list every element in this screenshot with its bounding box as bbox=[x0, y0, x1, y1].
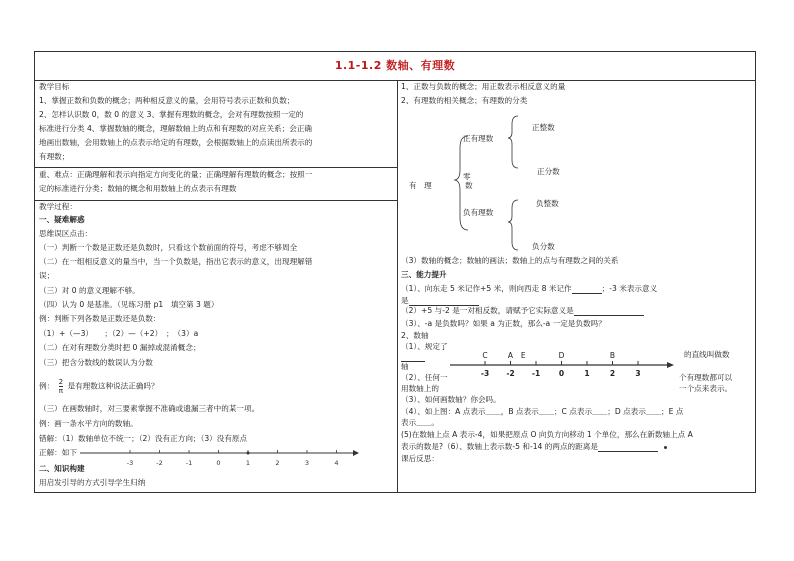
axis-point-labels bbox=[482, 351, 615, 360]
question-1-text-b: ；-3 米表示意义 bbox=[601, 284, 658, 293]
goals-line-4: 地画出数轴，会用数轴上的点表示给定的有理数，会根据数轴上的点读出所表示的 bbox=[39, 138, 313, 147]
unit-point bbox=[247, 452, 250, 455]
answer-blank-3[interactable] bbox=[574, 307, 644, 316]
tree-root-label: 有 理 bbox=[409, 181, 432, 190]
example-1: 例：判断下列各数是正数还是负数： bbox=[39, 314, 161, 323]
axis-q1: （1）、规定了 bbox=[401, 342, 448, 351]
tree-negative-fraction: 负分数 bbox=[532, 242, 555, 251]
axis-tick-label: -2 bbox=[506, 369, 515, 378]
wrong-solution: 错解：（1）数轴单位不统一；（2）没有正方向；（3）没有原点 bbox=[39, 434, 248, 443]
question-5b-text: 表示的数是?（6）、数轴上表示数-5 和-14 的两点的距离是 bbox=[401, 442, 598, 451]
question-2-text: （2）+5 与-2 是一对相反数，请赋予它实际意义是 bbox=[401, 306, 574, 315]
example-2-prefix: 例： bbox=[39, 381, 55, 391]
reflection: 课后反思： bbox=[401, 454, 439, 463]
misconception-2a: （二）在一组相反意义的量当中，当一个负数是，指出它表示的意义，出现理解错 bbox=[39, 257, 313, 266]
axis-q2: （2）、任何一 bbox=[401, 373, 448, 382]
axis-tick-label: -3 bbox=[480, 369, 490, 378]
fraction-numerator: 2 bbox=[58, 378, 64, 386]
axis-tick-label: -1 bbox=[185, 459, 193, 467]
axis-tick-label: 0 bbox=[216, 459, 221, 467]
axis-q1-b: 轴 bbox=[401, 362, 409, 371]
goals-line-1: 1、掌握正数和负数的概念；两种相反意义的量，会用符号表示正数和负数； bbox=[39, 96, 295, 105]
question-3: （3）、-a 是负数吗？如果 a 为正数，那么-a 一定是负数吗？ bbox=[401, 319, 606, 328]
title-row bbox=[35, 52, 755, 81]
misconception-4: （四）认为 0 是基准。（见练习册 p1 填空第 3 题） bbox=[39, 300, 219, 309]
axis-q3: （3）、如何画数轴？你会吗。 bbox=[401, 395, 501, 404]
question-1-text-c: 是 bbox=[401, 296, 409, 305]
row-divider-goals bbox=[35, 167, 397, 168]
question-1-text: （1）、向东走 5 米记作+5 米，则向西走 8 米记作 bbox=[401, 284, 572, 293]
review-2: 2、有理数的相关概念；有理数的分类 bbox=[401, 96, 528, 105]
correct-solution: 正解：如下 bbox=[39, 448, 77, 457]
goals-heading: 教学目标 bbox=[39, 82, 70, 91]
fraction-denominator: π bbox=[58, 387, 63, 395]
brace-negative bbox=[508, 200, 518, 250]
axis-tick-label: 1 bbox=[245, 459, 251, 467]
misconception-2b: 误； bbox=[39, 271, 55, 280]
example-3: 例：画一条水平方向的数轴。 bbox=[39, 419, 138, 428]
answer-blank-4[interactable] bbox=[401, 353, 425, 362]
keypoints-line-1: 重、难点：正确理解和表示向指定方向变化的量；正确理解有理数的概念；按照一 bbox=[39, 170, 313, 179]
misconception-heading: 思维误区点击： bbox=[39, 229, 93, 238]
goals-line-5: 有理数； bbox=[39, 152, 70, 161]
section-1-heading: 一、疑难解惑 bbox=[39, 215, 85, 224]
number-line-right bbox=[445, 345, 675, 379]
tree-positive-rational: 正有理数 bbox=[463, 134, 494, 143]
axis-q2-right: 个有理数都可以 bbox=[679, 373, 733, 382]
misconception-6: （三）把含分数线的数误认为分数 bbox=[39, 358, 153, 367]
axis-point-label: D bbox=[558, 351, 565, 360]
axis-q4-b: 表示＿＿。 bbox=[401, 418, 439, 427]
tree-positive-fraction: 正分数 bbox=[537, 167, 560, 176]
column-divider bbox=[397, 80, 398, 492]
bullet-dot bbox=[664, 446, 667, 449]
fraction bbox=[59, 378, 63, 395]
question-2 bbox=[401, 306, 644, 316]
axis-q2-b: 用数轴上的 bbox=[401, 384, 439, 393]
axis-point-label: E bbox=[520, 351, 526, 360]
tree-positive-integer: 正整数 bbox=[532, 123, 555, 132]
example-2 bbox=[39, 378, 159, 395]
question-1b bbox=[401, 296, 479, 306]
review-3: （3）数轴的概念；数轴的画法；数轴上的点与有理数之间的关系 bbox=[401, 256, 619, 265]
tree-zero-b: 数 bbox=[465, 181, 473, 190]
axis-point-label: B bbox=[609, 351, 616, 360]
tree-zero-a: 零 bbox=[463, 172, 471, 181]
axis-tick-label: 0 bbox=[558, 369, 565, 378]
review-1: 1、正数与负数的概念；用正数表示相反意义的量 bbox=[401, 82, 566, 91]
misconception-7: （三）在画数轴时，对三要素掌握不准确或遗漏三者中的某一项。 bbox=[39, 404, 260, 413]
tree-negative-integer: 负整数 bbox=[536, 199, 559, 208]
answer-blank-5[interactable] bbox=[598, 443, 658, 452]
misconception-3: （三）对 0 的意义理解不够。 bbox=[39, 286, 140, 295]
axis-ticks bbox=[481, 361, 641, 378]
brace-positive bbox=[508, 116, 518, 168]
axis-tick-label: 4 bbox=[334, 459, 339, 467]
axis-point-label: A bbox=[507, 351, 514, 360]
question-1a bbox=[401, 284, 657, 294]
tree-negative-rational: 负有理数 bbox=[463, 208, 494, 217]
example-2-suffix: 是有理数这种说法正确吗？ bbox=[67, 381, 159, 391]
section-2-heading: 二、知识构建 bbox=[39, 464, 85, 473]
question-5a: (5)在数轴上点 A 表示-4，如果把原点 O 向负方向移动 1 个单位，那么在新数轴上点 A bbox=[401, 430, 693, 439]
axis-q1-blank bbox=[401, 352, 425, 362]
axis-q2-right-2: 一个点来表示。 bbox=[679, 384, 733, 393]
number-axis-heading: 2、数轴 bbox=[401, 331, 429, 340]
section-2-text: 用启发引导的方式引导学生归纳 bbox=[39, 478, 146, 487]
row-divider-keypoints bbox=[35, 200, 397, 201]
axis-tick-label: 1 bbox=[584, 369, 590, 378]
question-5b bbox=[401, 442, 667, 452]
process-heading: 教学过程： bbox=[39, 202, 77, 211]
axis-tick-label: -3 bbox=[126, 459, 134, 467]
section-3-heading: 三、能力提升 bbox=[401, 270, 447, 279]
axis-tick-label: -2 bbox=[156, 459, 163, 467]
number-line-left bbox=[75, 444, 360, 472]
axis-tick-label: 2 bbox=[609, 369, 616, 378]
axis-q4: （4）、如上图：A 点表示＿＿，B 点表示＿＿；C 点表示＿＿；D 点表示＿＿；E 点 bbox=[401, 407, 684, 416]
answer-blank-2[interactable] bbox=[409, 297, 479, 306]
answer-blank-1[interactable] bbox=[572, 285, 602, 294]
axis-tick-label: 3 bbox=[304, 459, 310, 467]
goals-line-3: 标准进行分类 4、掌握数轴的概念，理解数轴上的点和有理数的对应关系；会正确 bbox=[39, 124, 313, 133]
axis-tick-label: 2 bbox=[275, 459, 280, 467]
axis-tick-label: 3 bbox=[635, 369, 641, 378]
example-1-items: （1）+（—3） ；（2）—（+2） ； （3）a bbox=[39, 329, 199, 338]
page-title: 1.1-1.2 数轴、有理数 bbox=[334, 59, 456, 72]
axis-point-label: C bbox=[482, 351, 488, 360]
axis-arrow-icon bbox=[353, 450, 359, 456]
axis-tick-label: -1 bbox=[531, 369, 541, 378]
axis-q1-right: 的直线叫做数 bbox=[684, 350, 730, 359]
goals-line-2: 2、怎样认识数 0，数 0 的意义 3、掌握有理数的概念，会对有理数按照一定的 bbox=[39, 110, 304, 119]
keypoints-line-2: 定的标准进行分类；数轴的概念和用数轴上的点表示有理数 bbox=[39, 184, 237, 193]
misconception-1: （一）判断一个数是正数还是负数时，只看这个数前面的符号，考虑不够周全 bbox=[39, 243, 298, 252]
misconception-5: （二）在对有理数分类时把 0 漏掉或混淆概念； bbox=[39, 343, 201, 352]
axis-arrow-icon bbox=[667, 362, 674, 368]
